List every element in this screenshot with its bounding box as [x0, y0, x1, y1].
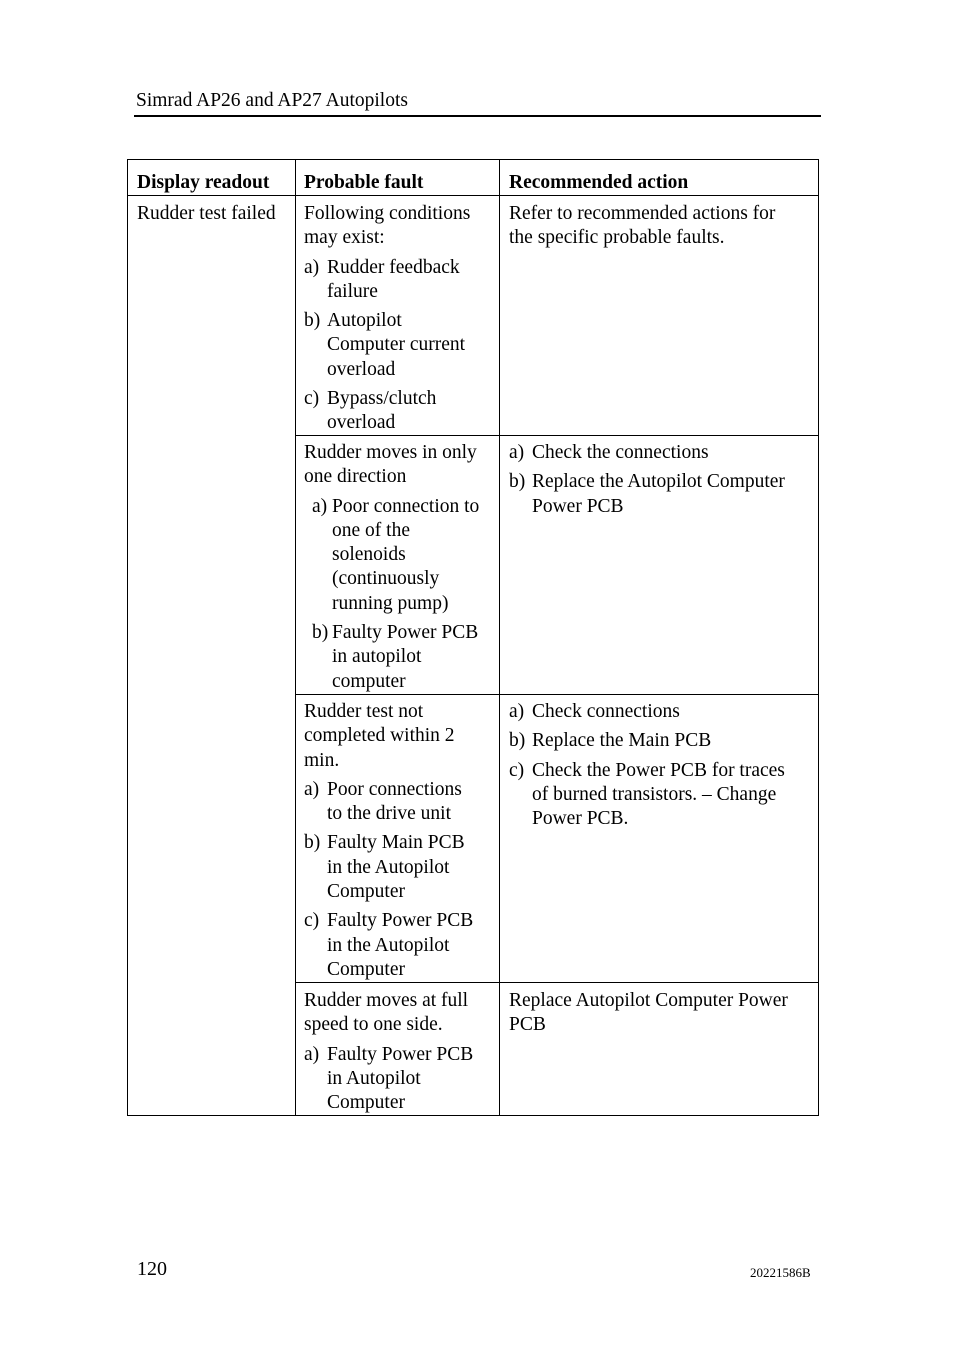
fault-list-item: a) Rudder feedback failure	[304, 256, 460, 302]
page-number: 120	[137, 1258, 167, 1280]
fault-list-item: b) Faulty Main PCB in the Autopilot Computer	[304, 832, 465, 903]
fault-list-item: a) Faulty Power PCB in Autopilot Computer	[304, 1043, 474, 1114]
action-text: Refer to recommended actions for the specific probable faults.	[509, 203, 776, 249]
column-divider	[295, 159, 296, 1116]
header-recommended-action: Recommended action	[509, 172, 689, 193]
action-list-item: c) Check the Power PCB for traces of burned transistors. – Change Power PCB.	[509, 759, 785, 830]
recommended-action-cell	[509, 700, 814, 836]
header-rule	[134, 115, 821, 117]
fault-intro: Rudder moves in only one direction	[304, 442, 477, 488]
recommended-action-cell	[509, 441, 814, 524]
fault-list-item: c) Bypass/clutch overload	[304, 388, 437, 434]
recommended-action-cell	[509, 989, 814, 1043]
display-readout-cell: Rudder test failed	[137, 203, 276, 224]
column-divider	[499, 159, 500, 1116]
table-top-border	[127, 159, 819, 160]
table-right-border	[818, 159, 819, 1116]
action-text: Replace Autopilot Computer Power PCB	[509, 990, 788, 1036]
document-number: 20221586B	[750, 1265, 811, 1280]
probable-fault-cell	[304, 989, 496, 1120]
probable-fault-cell	[304, 202, 496, 441]
fault-list-item: b) Autopilot Computer current overload	[304, 310, 466, 380]
action-list-item: b) Replace the Autopilot Computer Power PCB	[509, 471, 785, 517]
recommended-action-cell	[509, 202, 814, 256]
probable-fault-cell	[304, 700, 496, 987]
fault-intro: Following conditions may exist:	[304, 203, 471, 249]
fault-intro: Rudder test not completed within 2 min.	[304, 701, 455, 771]
header-probable-fault: Probable fault	[304, 172, 424, 193]
fault-list-item: b) Faulty Power PCB in autopilot computer	[312, 622, 479, 692]
fault-list-item: a) Poor connection to one of the solenoids (continuously running pump)	[312, 495, 480, 614]
page-header-title: Simrad AP26 and AP27 Autopilots	[136, 90, 408, 111]
probable-fault-cell	[304, 441, 496, 699]
table-left-border	[127, 159, 128, 1116]
fault-list-item: a) Poor connections to the drive unit	[304, 778, 462, 825]
fault-intro: Rudder moves at full speed to one side.	[304, 990, 469, 1036]
header-display-readout: Display readout	[137, 172, 270, 193]
action-list-item: a) Check connections	[509, 701, 680, 722]
action-list-item: a) Check the connections	[509, 442, 709, 463]
fault-list-item: c) Faulty Power PCB in the Autopilot Computer	[304, 910, 474, 980]
action-list-item: b) Replace the Main PCB	[509, 730, 712, 752]
